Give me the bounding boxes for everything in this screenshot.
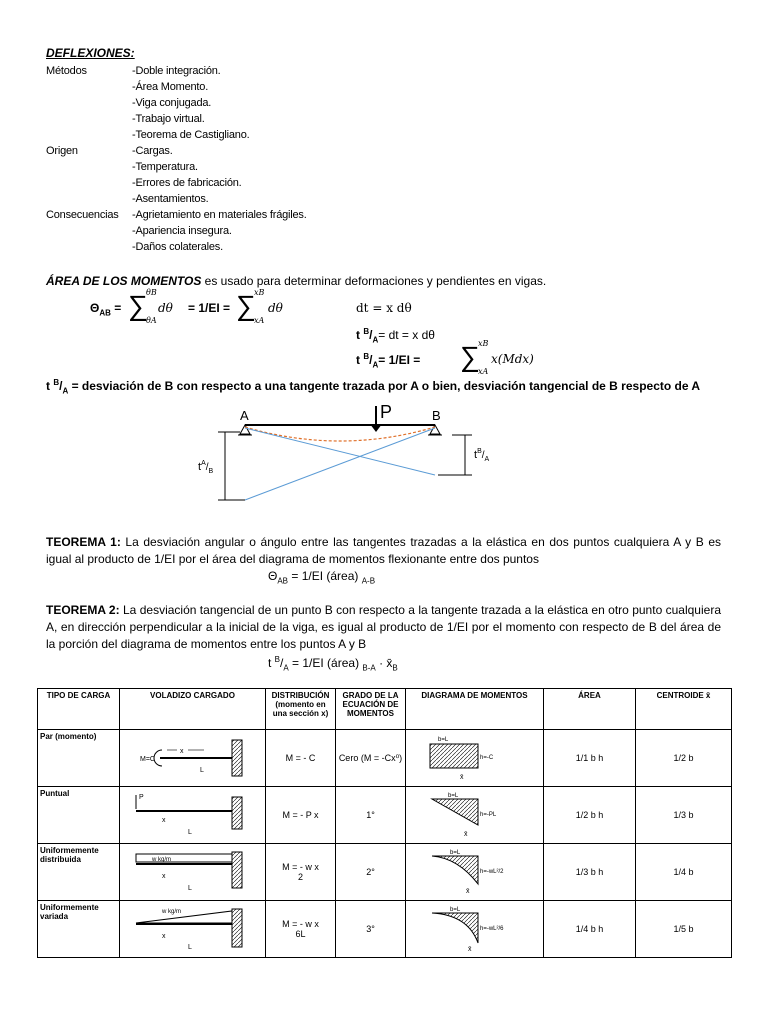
cell-grado: 3°: [336, 901, 406, 958]
label-b: B: [432, 408, 441, 423]
dist-denominator: 6L: [295, 929, 306, 939]
list-item: -Teorema de Castigliano.: [132, 129, 250, 141]
svg-text:w kg/m: w kg/m: [152, 857, 172, 863]
header-centroide: CENTROIDE x̄: [636, 689, 732, 730]
list-item: -Errores de fabricación.: [132, 177, 242, 189]
list-item: -Daños colaterales.: [132, 241, 223, 253]
svg-text:x̄: x̄: [460, 774, 464, 781]
svg-text:h=-PL: h=-PL: [480, 812, 497, 818]
cell-diagrama: [406, 844, 544, 901]
cell-diagrama: [406, 787, 544, 844]
cell-area: 1/2 b h: [544, 787, 636, 844]
support-a-icon: [240, 425, 250, 434]
header-grado: GRADO DE LA ECUACIÓN DE MOMENTOS: [336, 689, 406, 730]
svg-text:M=C: M=C: [140, 756, 155, 763]
tba-equation-1: t $^B/_A=$ dt = x dθ: [356, 327, 435, 345]
list-item: -Área Momento.: [132, 81, 209, 93]
sum-upper: θB: [146, 288, 157, 297]
svg-text:b=L: b=L: [450, 907, 461, 913]
svg-text:h=-wL²/2: h=-wL²/2: [480, 869, 504, 875]
svg-text:x: x: [162, 817, 166, 824]
cantilever-couple-icon: [122, 732, 262, 782]
svg-text:L: L: [188, 885, 192, 892]
teorema-2-paragraph: TEOREMA 2: La desviación tangencial de un punto B con respecto a la tangente trazada a la elástica en otro punto cualquiera A, en dirección perpendicular a la inicial de la viga, es igual al producto de 1/EI por el momento con respecto de B del área de la porción del diagrama de momentos entre los puntos A y B: [46, 603, 721, 651]
svg-text:L: L: [200, 767, 204, 774]
svg-text:b=L: b=L: [450, 850, 461, 856]
cell-tipo: Uniformemente distribuida: [38, 844, 120, 901]
cell-centroide: 1/3 b: [636, 787, 732, 844]
dist-numerator: M = - w x: [282, 919, 319, 929]
beam-deflection-diagram: [190, 400, 510, 510]
cantilever-point-load-icon: [122, 789, 262, 839]
svg-text:P: P: [139, 794, 144, 801]
cantilever-uniform-load-icon: [122, 846, 262, 896]
eq-one-over-ei: = 1/EI =: [188, 301, 231, 315]
dist-numerator: M = - w x: [282, 862, 319, 872]
cell-area: 1/1 b h: [544, 730, 636, 787]
list-item: -Cargas.: [132, 145, 173, 157]
sum-symbol: ∑: [236, 290, 256, 321]
svg-text:L: L: [188, 944, 192, 951]
label-a: A: [240, 408, 249, 423]
dt-equation: dt = x dθ: [356, 301, 412, 315]
cell-tipo: Puntual: [38, 787, 120, 844]
label-p: P: [380, 402, 393, 422]
cell-distribucion: M = - C: [266, 730, 336, 787]
sum-symbol: ∑: [460, 341, 480, 372]
theta-ab-label: $\Theta_{AB}$ =: [90, 301, 122, 318]
svg-text:x: x: [180, 748, 184, 755]
cantilever-varying-load-icon: [122, 903, 262, 953]
header-distribucion: DISTRIBUCIÓN (momento en una sección x): [266, 689, 336, 730]
tangent-at-a: [245, 428, 435, 475]
table-row: [38, 901, 732, 958]
table-header-row: [38, 689, 732, 730]
cell-grado: 2°: [336, 844, 406, 901]
group-label-origen: Origen: [46, 145, 78, 157]
cell-tipo: Uniformemente variada: [38, 901, 120, 958]
moment-diagram-parabola-icon: [408, 846, 540, 896]
tba-definition: t $^B/_A$ = desviación de B con respecto a una tangente trazada por A o bien, desviación tangencial de B respecto de A: [46, 378, 701, 396]
header-voladizo: VOLADIZO CARGADO: [120, 689, 266, 730]
sum-lower: θA: [146, 316, 157, 325]
cell-centroide: 1/2 b: [636, 730, 732, 787]
sum-upper: xB: [254, 288, 265, 297]
cell-voladizo: [120, 844, 266, 901]
tangent-at-b: [245, 428, 435, 500]
cell-diagrama: [406, 901, 544, 958]
teorema-1-paragraph: TEOREMA 1: La desviación angular o ángulo entre las tangentes trazadas a la elástica en dos puntos cualquiera A y B es igual al producto de 1/EI por el área del diagrama de momentos flexionante entre dos puntos: [46, 535, 721, 566]
group-label-metodos: Métodos: [46, 65, 87, 77]
cell-voladizo: [120, 730, 266, 787]
sum-lower: xA: [254, 316, 265, 325]
svg-text:x̄: x̄: [464, 831, 468, 838]
svg-text:x̄: x̄: [468, 946, 472, 953]
svg-text:w kg/m: w kg/m: [162, 909, 182, 915]
area-momentos-title: ÁREA DE LOS MOMENTOS es usado para determinar deformaciones y pendientes en vigas.: [46, 274, 547, 288]
cell-voladizo: [120, 901, 266, 958]
svg-text:b=L: b=L: [438, 737, 449, 743]
cell-grado: 1°: [336, 787, 406, 844]
cell-distribucion: M = - P x: [266, 787, 336, 844]
dist-denominator: 2: [297, 872, 303, 882]
svg-text:x̄: x̄: [466, 888, 470, 895]
list-item: -Trabajo virtual.: [132, 113, 205, 125]
list-item: -Doble integración.: [132, 65, 221, 77]
table-row: [38, 787, 732, 844]
xmdx: x(Mdx): [491, 352, 534, 366]
cell-distribucion: [266, 901, 336, 958]
list-item: -Agrietamiento en materiales frágiles.: [132, 209, 307, 221]
header-area: ÁREA: [544, 689, 636, 730]
cell-grado: Cero (M = -Cx⁰): [336, 730, 406, 787]
label-t-ba: $t^B/_A$: [474, 448, 490, 463]
cell-centroide: 1/4 b: [636, 844, 732, 901]
cell-centroide: 1/5 b: [636, 901, 732, 958]
moment-diagram-rectangle-icon: [408, 732, 540, 782]
header-tipo: TIPO DE CARGA: [38, 689, 120, 730]
list-item: -Asentamientos.: [132, 193, 209, 205]
table-row: [38, 844, 732, 901]
tba-equation-2: t $^B/_A= 1/EI$ =: [356, 352, 421, 370]
svg-text:x: x: [162, 933, 166, 940]
svg-text:x: x: [162, 873, 166, 880]
cell-voladizo: [120, 787, 266, 844]
cell-area: 1/4 b h: [544, 901, 636, 958]
svg-text:h=-C: h=-C: [480, 755, 494, 761]
group-label-consecuencias: Consecuencias: [46, 209, 119, 221]
moment-diagram-triangle-icon: [408, 789, 540, 839]
header-diagrama: DIAGRAMA DE MOMENTOS: [406, 689, 544, 730]
deflexiones-heading: DEFLEXIONES:: [46, 46, 135, 60]
list-item: -Apariencia insegura.: [132, 225, 232, 237]
cell-area: 1/3 b h: [544, 844, 636, 901]
sum-lower: xA: [478, 367, 489, 376]
sum-upper: xB: [478, 339, 489, 348]
list-item: -Viga conjugada.: [132, 97, 212, 109]
moment-diagram-cubic-icon: [408, 903, 540, 953]
dtheta: dθ: [268, 301, 283, 315]
teorema-2-formula: t $^B/_A = 1/EI$ (área) $_{B-A} \cdot x̄_B$: [268, 655, 398, 673]
svg-text:b=L: b=L: [448, 793, 459, 799]
table-row: [38, 730, 732, 787]
svg-text:h=-wL²/6: h=-wL²/6: [480, 926, 504, 932]
cell-diagrama: [406, 730, 544, 787]
cell-distribucion: [266, 844, 336, 901]
dtheta: dθ: [158, 301, 173, 315]
sum-symbol: ∑: [128, 290, 148, 321]
svg-text:L: L: [188, 829, 192, 836]
list-item: -Temperatura.: [132, 161, 198, 173]
label-t-ab: $t^A/_B$: [198, 460, 214, 475]
cell-tipo: Par (momento): [38, 730, 120, 787]
teorema-1-formula: $\Theta_{AB} = 1/EI$ (área) $_{A-B}$: [268, 569, 376, 586]
moment-diagram-table: [37, 688, 732, 958]
